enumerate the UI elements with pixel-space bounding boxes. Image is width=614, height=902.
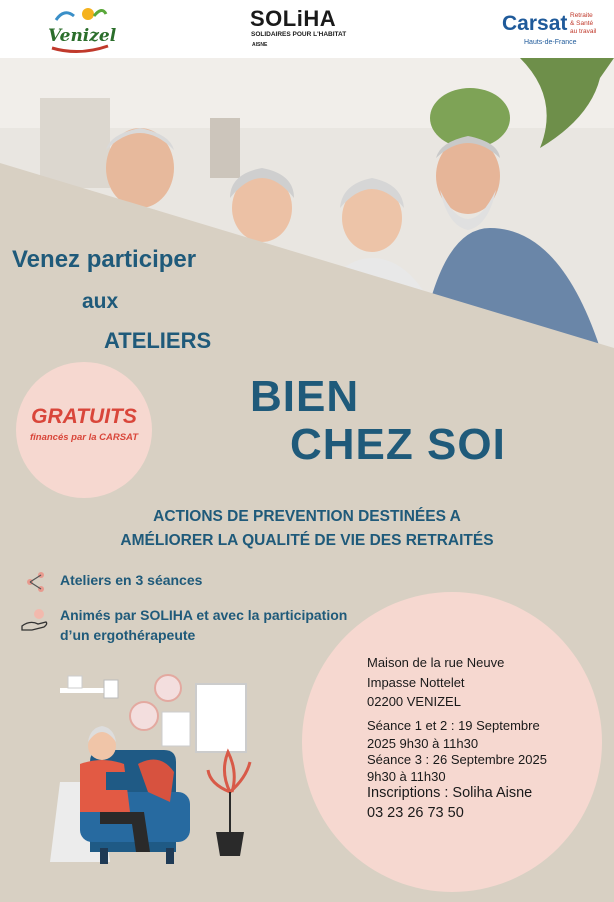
item-seances: Ateliers en 3 séances xyxy=(60,572,203,588)
info-inscriptions: Inscriptions : Soliha Aisne xyxy=(367,785,533,801)
info-session-1b: 2025 9h30 à 11h30 xyxy=(367,736,479,751)
finances-label: financés par la CARSAT xyxy=(29,432,139,443)
carsat-logo-text: Carsat xyxy=(502,12,568,35)
gratuits-label: GRATUITS xyxy=(31,405,137,428)
main-title-chez-soi: CHEZ SOI xyxy=(290,420,506,469)
item-animes-line-2: d’un ergothérapeute xyxy=(60,627,196,643)
title-line-2: aux xyxy=(82,290,119,313)
actions-line-2: AMÉLIORER LA QUALITÉ DE VIE DES RETRAITÉS xyxy=(120,532,494,549)
share-icon xyxy=(24,571,46,598)
carsat-logo-tag3: au travail xyxy=(570,28,597,35)
soliha-logo-text: SOLiHA xyxy=(250,6,337,31)
info-session-2a: Séance 3 : 26 Septembre 2025 xyxy=(367,752,547,767)
info-session-1a: Séance 1 et 2 : 19 Septembre xyxy=(367,718,540,733)
soliha-logo-region: AISNE xyxy=(252,42,268,48)
helping-hand-icon xyxy=(20,608,50,639)
info-place-1: Maison de la rue Neuve xyxy=(367,655,505,670)
actions-line-1: ACTIONS DE PREVENTION DESTINÉES A xyxy=(153,508,461,525)
info-place-3: 02200 VENIZEL xyxy=(367,694,461,709)
venizel-logo xyxy=(44,4,117,56)
carsat-logo xyxy=(502,12,606,52)
title-line-3: ATELIERS xyxy=(104,328,212,353)
soliha-logo-subtitle: SOLIDAIRES POUR L'HABITAT xyxy=(251,31,347,38)
carsat-logo-tag1: Retraite xyxy=(570,12,593,19)
main-title-bien: BIEN xyxy=(250,372,360,421)
gratuits-badge xyxy=(16,362,152,498)
info-session-2b: 9h30 à 11h30 xyxy=(367,769,446,784)
item-animes-line-1: Animés par SOLIHA et avec la participation xyxy=(60,607,348,623)
reading-woman-art-icon xyxy=(40,672,280,872)
header xyxy=(0,0,614,58)
title-line-1: Venez participer xyxy=(12,246,197,273)
carsat-logo-region: Hauts-de-France xyxy=(524,39,577,46)
soliha-logo xyxy=(250,6,370,56)
info-place-2: Impasse Nottelet xyxy=(367,675,465,690)
carsat-logo-tag2: & Santé xyxy=(570,20,594,27)
reading-woman-illustration xyxy=(40,672,280,872)
info-phone: 03 23 26 73 50 xyxy=(367,805,464,821)
venizel-logo-text: Venizel xyxy=(48,26,117,46)
